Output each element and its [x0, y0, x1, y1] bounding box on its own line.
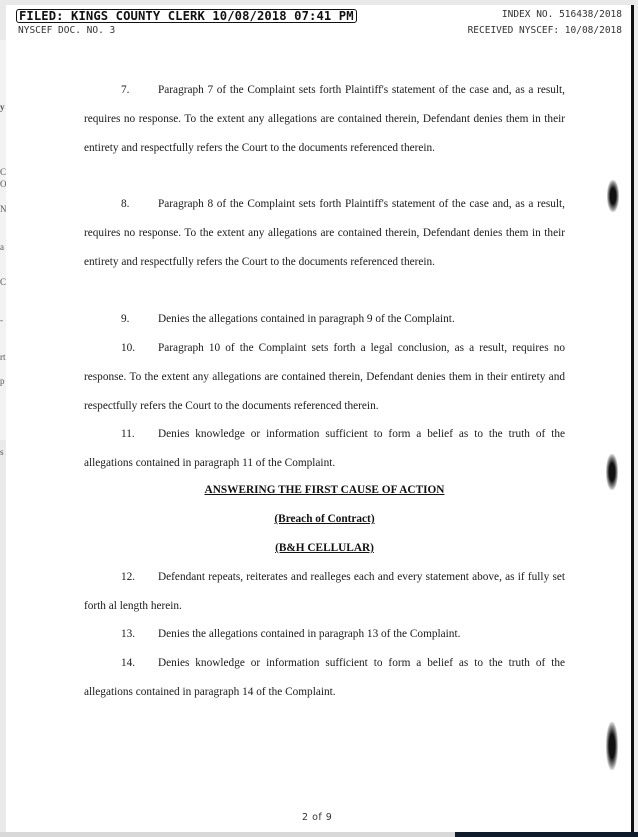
edge-fragment: y — [0, 102, 5, 112]
paragraph-number: 12. — [121, 571, 136, 583]
paragraph-8 — [84, 190, 565, 277]
paragraph-text: Denies knowledge or information sufficient to form a belief as to the truth of the allegations contained in paragraph 11 of the Complaint. — [84, 428, 565, 469]
next-page-edge — [634, 5, 638, 832]
paragraph-text: Denies knowledge or information sufficient to form a belief as to the truth of the allegations contained in paragraph 14 of the Complaint. — [84, 657, 565, 698]
edge-fragment: O — [0, 179, 7, 189]
edge-fragment: C — [0, 277, 7, 287]
bottom-edge — [0, 832, 455, 837]
paragraph-11 — [84, 420, 565, 478]
paragraph-10 — [84, 334, 565, 421]
paragraph-number: 7. — [121, 84, 130, 96]
paragraph-13 — [84, 620, 565, 649]
paragraph-text: Defendant repeats, reiterates and realleges each and every statement above, as if fully set forth al length herein. — [84, 571, 565, 612]
scan-artifact — [606, 454, 618, 490]
paragraph-number: 8. — [121, 198, 130, 210]
paragraph-12 — [84, 563, 565, 621]
paragraph-text: Paragraph 7 of the Complaint sets forth Plaintiff's statement of the case and, as a result, requires no response. To the extent any allegations are contained therein, Defendant denies them in their entirety and respectfully refers the Court to the documents referenced therein. — [84, 84, 565, 154]
paragraph-number: 10. — [121, 342, 136, 354]
section-subtitle: (B&H CELLULAR) — [275, 542, 374, 554]
edge-fragment: N — [0, 204, 7, 214]
paragraph-number: 9. — [121, 313, 130, 325]
filed-stamp: FILED: KINGS COUNTY CLERK 10/08/2018 07:41 PM — [16, 9, 357, 23]
index-number: INDEX NO. 516438/2018 — [501, 9, 622, 20]
edge-fragment: - — [0, 315, 3, 325]
paragraph-number: 11. — [121, 428, 135, 440]
edge-fragment: rt — [0, 352, 6, 362]
paragraph-text: Denies the allegations contained in paragraph 13 of the Complaint. — [158, 628, 461, 640]
edge-fragment: a — [0, 242, 4, 252]
scan-artifact — [607, 180, 619, 212]
paragraph-14 — [84, 649, 565, 707]
section-title: ANSWERING THE FIRST CAUSE OF ACTION — [204, 484, 445, 496]
paragraph-number: 14. — [121, 657, 136, 669]
paragraph-7 — [84, 76, 565, 163]
edge-fragment: C — [0, 167, 7, 177]
paragraph-text: Denies the allegations contained in paragraph 9 of the Complaint. — [158, 313, 455, 325]
edge-fragment: p — [0, 376, 5, 386]
taskbar-fragment — [455, 832, 638, 837]
received-date: RECEIVED NYSCEF: 10/08/2018 — [467, 25, 622, 36]
section-subtitle: (Breach of Contract) — [274, 513, 375, 525]
scan-artifact — [606, 722, 618, 770]
paragraph-number: 13. — [121, 628, 136, 640]
edge-fragment: s — [0, 447, 4, 457]
paragraph-9 — [84, 305, 565, 334]
doc-number: NYSCEF DOC. NO. 3 — [18, 25, 116, 36]
paragraph-text: Paragraph 10 of the Complaint sets forth a legal conclusion, as a result, requires no response. To the extent any allegations are contained therein, Defendant denies them in their entirety and respectfully refers the Court to the documents referenced therein. — [84, 342, 565, 412]
paragraph-text: Paragraph 8 of the Complaint sets forth Plaintiff's statement of the case and, as a result, requires no response. To the extent any allegations are contained therein, Defendant denies them in their entirety and respectfully refers the Court to the documents referenced therein. — [84, 198, 565, 268]
page-number: 2 of 9 — [302, 812, 333, 823]
